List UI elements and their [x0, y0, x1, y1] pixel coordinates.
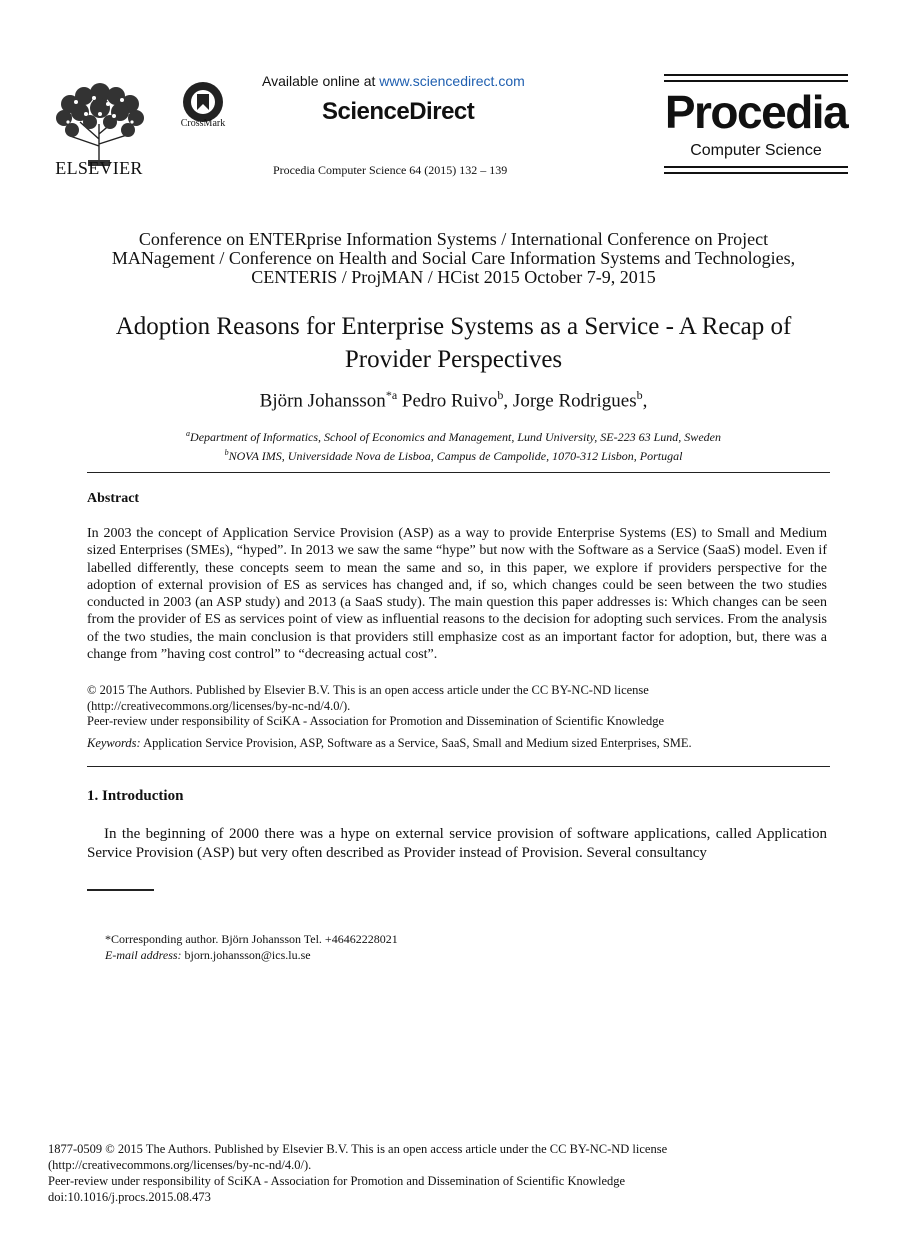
- introduction-body: In the beginning of 2000 there was a hype on external service provision of software applications, called Application Service Provision (ASP) but very often described as Provider instead of Provision. Several consultancy: [87, 826, 827, 861]
- license-block: [87, 683, 827, 730]
- affiliations: [60, 426, 847, 464]
- keywords-list: Application Service Provision, ASP, Software as a Service, SaaS, Small and Medium sized Enterprises, SME.: [140, 736, 692, 750]
- peer-review-note: Peer-review under responsibility of SciKA - Association for Promotion and Dissemination of Scientific Knowledge: [48, 1174, 626, 1188]
- procedia-bottom-rule: [664, 166, 848, 168]
- author-name: Pedro Ruivo: [401, 390, 498, 412]
- procedia-top-rule-2: [664, 80, 848, 82]
- peer-review-note: Peer-review under responsibility of SciKA - Association for Promotion and Dissemination of Scientific Knowledge: [87, 714, 665, 728]
- conference-line: MANagement / Conference on Health and Social Care Information Systems and Technologies,: [111, 248, 796, 268]
- author-name: Björn Johansson: [259, 390, 386, 412]
- conference-name: [60, 230, 847, 287]
- available-online: [262, 73, 632, 89]
- sciencedirect-brand: ScienceDirect: [322, 98, 475, 125]
- issn-license-line: 1877-0509 © 2015 The Authors. Published by Elsevier B.V. This is an open access article under the CC BY-NC-ND license: [48, 1142, 668, 1156]
- author-list: Björn Johansson$^{*a}$ Pedro Ruivo$^b$, Jorge Rodrigues$^b$,: [259, 388, 648, 412]
- procedia-top-rule: [664, 74, 848, 76]
- procedia-title: Procedia: [664, 86, 848, 138]
- keywords: [87, 736, 827, 751]
- author-trailing: ,: [642, 390, 648, 412]
- keywords-label: Keywords:: [87, 736, 141, 750]
- affiliation-a: [60, 426, 847, 445]
- doi[interactable]: doi:10.1016/j.procs.2015.08.473: [48, 1190, 211, 1204]
- author-affiliation-mark: b: [497, 388, 504, 402]
- publisher-name: ELSEVIER: [55, 158, 143, 178]
- procedia-logo: [664, 74, 848, 174]
- author-affiliation-mark: *a: [385, 388, 398, 402]
- bottom-license: [48, 1141, 848, 1205]
- footnote-rule: [87, 889, 154, 891]
- author-affiliation-mark: b: [636, 388, 643, 402]
- conference-line: Conference on ENTERprise Information Systems / International Conference on Project: [138, 229, 769, 249]
- affiliation-mark: b: [224, 448, 229, 457]
- email-label: E-mail address:: [105, 947, 182, 962]
- journal-reference: Procedia Computer Science 64 (2015) 132 – 139: [273, 163, 508, 177]
- title-line-2: Provider Perspectives: [344, 346, 563, 373]
- abstract-heading: Abstract: [87, 491, 140, 506]
- section-heading-introduction: 1. Introduction: [87, 788, 184, 804]
- conference-line: CENTERIS / ProjMAN / HCist 2015 October 7-9, 2015: [251, 267, 656, 287]
- corresponding-author: *Corresponding author. Björn Johansson Tel. +46462228021: [105, 932, 398, 946]
- affiliation-mark: a: [186, 429, 191, 438]
- affiliation-text: NOVA IMS, Universidade Nova de Lisboa, Campus de Campolide, 1070-312 Lisbon, Portugal: [228, 449, 683, 463]
- email-address[interactable]: bjorn.johansson@ics.lu.se: [181, 947, 311, 962]
- procedia-bottom-rule-2: [664, 172, 848, 174]
- affiliation-b: [60, 445, 847, 464]
- license-link[interactable]: (http://creativecommons.org/licenses/by-nc-nd/4.0/).: [48, 1158, 312, 1172]
- crossmark-label: CrossMark: [180, 118, 226, 129]
- author-name: Jorge Rodrigues: [512, 390, 637, 412]
- divider-top: [87, 472, 830, 473]
- abstract-body: In 2003 the concept of Application Service Provision (ASP) as a way to provide Enterprise Systems (ES) to Small and Medium sized Enterprises (SMEs), “hyped”. In 2013 we saw the same “hype” but now with the Software as a Service (SaaS) model. Even if labelled differently, these concepts seem to mean the same and so, in this paper, we explore if providers perspective for the adoption of external provision of ES as services has changed and, if so, which changes could be seen between the two studies conducted in 2003 (an ASP study) and 2013 (a SaaS study). The main question this paper addresses is: Which changes can be seen from the provider of ES as services point of view as influential reasons to the decision for adopting such services. From the analysis of the two studies, the main conclusion is that providers still emphasize cost as an important factor for adoption, but, there was a change from ”having cost control” to “decreasing actual cost”.: [87, 526, 827, 663]
- divider-bottom: [87, 766, 830, 767]
- license-link[interactable]: (http://creativecommons.org/licenses/by-nc-nd/4.0/).: [87, 698, 351, 713]
- footnote: [105, 932, 805, 963]
- available-online-prefix: Available online at: [262, 73, 376, 89]
- title-line-1: Adoption Reasons for Enterprise Systems as a Service - A Recap of: [115, 313, 792, 340]
- email-line: [105, 948, 805, 964]
- affiliation-text: Department of Informatics, School of Economics and Management, Lund University, SE-223 63 Lund, Sweden: [190, 430, 721, 444]
- procedia-subtitle: Computer Science: [690, 142, 822, 159]
- paper-title: [60, 310, 847, 376]
- sciencedirect-link[interactable]: www.sciencedirect.com: [379, 73, 525, 89]
- license-line: © 2015 The Authors. Published by Elsevier B.V. This is an open access article under the CC BY-NC-ND license: [87, 683, 649, 697]
